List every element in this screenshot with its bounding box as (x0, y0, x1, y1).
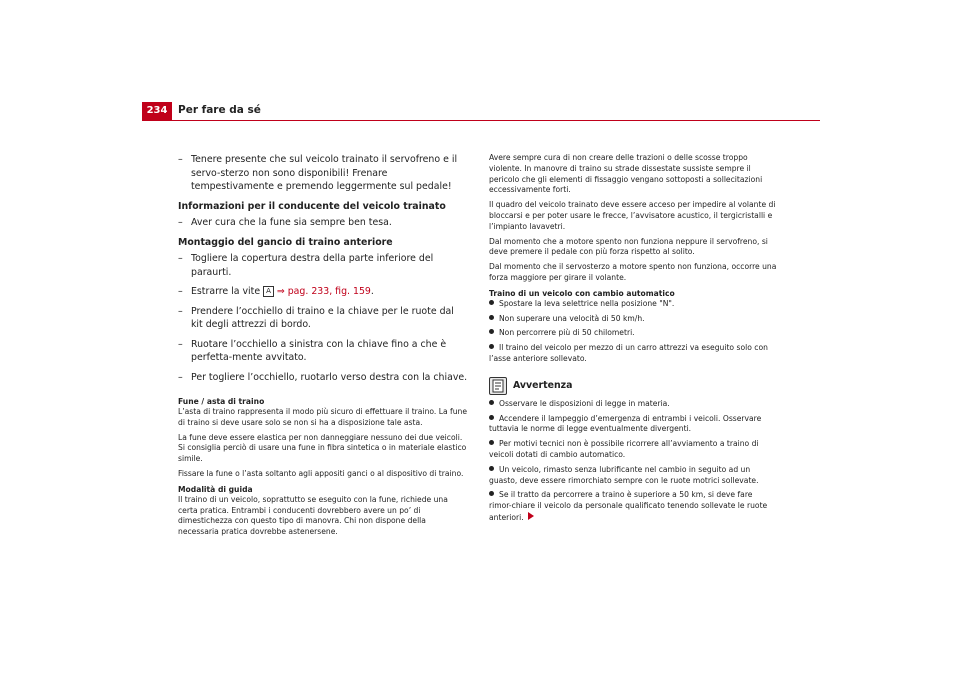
bullet-icon (489, 300, 494, 305)
heading-driver-info: Informazioni per il conducente del veicolo trainato (178, 200, 446, 212)
heading-driving-mode: Modalità di guida (178, 484, 253, 494)
list-item: Osservare le disposizioni di legge in materia. (489, 399, 777, 410)
continue-arrow-icon (528, 512, 534, 520)
paragraph-engine-off: Dal momento che a motore spento non funziona neppure il servofreno, si deve premere il pedale con più forza rispetto al solito. (489, 236, 768, 257)
step-remove-cover: – Togliere la copertura destra della parte inferiore del paraurti. (178, 252, 468, 279)
bullet-icon (489, 344, 494, 349)
paragraph-driving: Il traino di un veicolo, soprattutto se eseguito con la fune, richiede una certa pratica. Entrambi i conducenti dovrebbero avere un po’ di dimestichezza con questo tipo di manovra. Chi non dispone della necessaria pratica dovrebbe astenersene. (178, 494, 448, 537)
list-item: Se il tratto da percorrere a traino è superiore a 50 km, si deve fare rimor-chiare il veicolo da personale qualificato tenendo sollevate le ruote anteriori. (489, 490, 768, 522)
note-icon (489, 377, 507, 395)
paragraph-tow-bar: L’asta di traino rappresenta il modo più sicuro di effettuare il traino. La fune di traino si deve usare solo se non si ha a disposizione tale asta. (178, 407, 467, 427)
paragraph-fixing: Fissare la fune o l’asta soltanto agli appositi ganci o al dispositivo di traino. (178, 468, 464, 478)
bullet-icon (489, 415, 494, 420)
page-number: 234 (142, 102, 172, 120)
list-item: Il traino del veicolo per mezzo di un carro attrezzi va eseguito solo con l’asse anteriore sollevato. (489, 343, 768, 363)
step-take-ring: – Prendere l’occhiello di traino e la chiave per le ruote dal kit degli attrezzi di bordo. (178, 305, 468, 332)
list-item: Accendere il lampeggio d’emergenza di entrambi i veicoli. Osservare tuttavia le norme di legge eventualmente divergenti. (489, 413, 762, 434)
list-item: Spostare la leva selettrice nella posizione "N". (489, 299, 777, 310)
warning-title: Avvertenza (513, 380, 573, 392)
paragraph-care: Avere sempre cura di non creare delle trazioni o delle scosse troppo violente. In manovre di traino su strade dissestate sussiste sempre il pericolo che gli elementi di fissaggio vengano sottoposti a sollecitazioni eccessivamente forti. (489, 153, 763, 195)
step-remove-screw (178, 285, 468, 299)
paragraph-steering: Dal momento che il servosterzo a motore spento non funziona, occorre una forza maggiore per girare il volante. (489, 262, 777, 282)
step-screw-suffix: . (370, 286, 374, 297)
heading-hook-mounting: Montaggio del gancio di traino anteriore (178, 236, 393, 248)
heading-rope-bar: Fune / asta di traino (178, 397, 265, 406)
bullet-icon (489, 466, 494, 471)
list-item: Per motivi tecnici non è possibile ricorrere all’avviamento a traino di veicoli dotati di cambio automatico. (489, 439, 759, 459)
page-header (142, 102, 820, 121)
paragraph-ignition: Il quadro del veicolo trainato deve essere acceso per impedire al volante di bloccarsi e per poter usare le frecce, l’avvisatore acustico, il tergicristalli e l’impianto lavavetri. (489, 200, 776, 231)
list-item: Non percorrere più di 50 chilometri. (489, 328, 777, 339)
bullet-icon (489, 440, 494, 445)
list-item: Non superare una velocità di 50 km/h. (489, 314, 777, 325)
left-column (178, 153, 468, 542)
step-remove-ring: – Per togliere l’occhiello, ruotarlo verso destra con la chiave. (178, 371, 468, 385)
step-brake: – Tenere presente che sul veicolo trainato il servofreno e il servo-sterzo non sono disponibili! Frenare tempestivamente e premendo leggermente sul pedale! (178, 153, 468, 194)
step-screw-text: Estrarre la vite (191, 286, 261, 297)
bullet-icon (489, 400, 494, 405)
running-title: Per fare da sé (178, 104, 261, 116)
marker-a-icon: A (263, 286, 274, 297)
bullet-icon (489, 315, 494, 320)
cross-reference-link[interactable]: ⇒ pag. 233, fig. 159 (276, 286, 371, 297)
paragraph-elastic-rope: La fune deve essere elastica per non danneggiare nessuno dei due veicoli. Si consiglia perciò di usare una fune in fibra sintetica o in materiale elastico simile. (178, 432, 467, 464)
list-item: Un veicolo, rimasto senza lubrificante nel cambio in seguito ad un guasto, deve essere rimorchiato sempre con le ruote motrici sollevate. (489, 464, 759, 485)
step-rotate-ring: – Ruotare l’occhiello a sinistra con la chiave fino a che è perfetta-mente avvitato. (178, 338, 468, 365)
bullet-icon (489, 329, 494, 334)
heading-automatic-towing: Traino di un veicolo con cambio automatico (489, 288, 675, 298)
warning-header (489, 377, 777, 395)
right-column (489, 153, 777, 528)
step-rope-tension: – Aver cura che la fune sia sempre ben tesa. (178, 216, 468, 230)
bullet-icon (489, 491, 494, 496)
